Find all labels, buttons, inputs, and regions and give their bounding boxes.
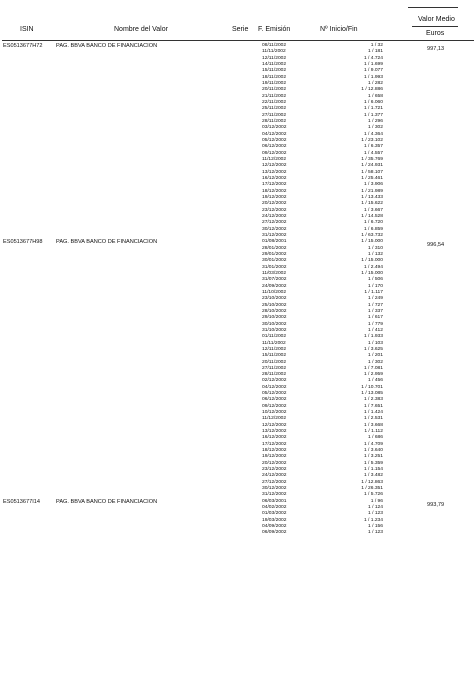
- number-range: 1 / 4.557: [363, 150, 383, 156]
- issue-date: 11/10/2002: [262, 289, 287, 295]
- issue-date: 12/11/2002: [262, 55, 287, 61]
- number-range: 1 / 1.933: [363, 334, 383, 340]
- number-range: 1 / 727: [368, 302, 383, 308]
- issue-date: 10/12/2002: [262, 410, 287, 416]
- number-range: 1 / 686: [368, 435, 383, 441]
- number-range: 1 / 1.721: [363, 106, 383, 112]
- issue-date: 02/12/2002: [262, 378, 287, 384]
- number-range: 1 / 132: [368, 251, 383, 257]
- number-range: 1 / 4.709: [363, 441, 383, 447]
- issue-date: 23/12/2002: [262, 467, 287, 473]
- number-range: 1 / 7.651: [363, 403, 383, 409]
- issue-date: 28/10/2002: [262, 308, 287, 314]
- issue-date: 24/09/2002: [262, 283, 287, 289]
- issue-date: 31/12/2002: [262, 232, 287, 238]
- number-range: 1 / 2.383: [363, 397, 383, 403]
- number-range: 1 / 456: [368, 378, 383, 384]
- header-isin: ISIN: [20, 26, 34, 33]
- issue-date: 09/12/2002: [262, 403, 287, 409]
- issue-date: 20/11/2002: [262, 359, 287, 365]
- number-range: 1 / 24.931: [361, 163, 383, 169]
- number-range: 1 / 13.433: [361, 194, 383, 200]
- number-range: 1 / 12.863: [361, 479, 383, 485]
- issue-date: 20/12/2002: [262, 460, 287, 466]
- number-range: 1 / 35.769: [361, 156, 383, 162]
- security-valor-medio: 996,54: [427, 242, 445, 249]
- issue-date: 27/11/2002: [262, 112, 287, 118]
- number-range: 1 / 15.000: [361, 258, 383, 264]
- issue-date: 24/12/2002: [262, 473, 287, 479]
- issue-date: 12/12/2002: [262, 422, 287, 428]
- number-range: 1 / 58.107: [361, 169, 383, 175]
- issue-date: 24/12/2002: [262, 213, 287, 219]
- issue-date: 30/12/2002: [262, 486, 287, 492]
- issue-date: 19/11/2002: [262, 80, 287, 86]
- issue-date: 31/07/2002: [262, 277, 287, 283]
- issue-date: 06/12/2002: [262, 144, 287, 150]
- issue-date: 19/12/2002: [262, 454, 287, 460]
- issue-date: 28/11/2002: [262, 372, 287, 378]
- issue-date: 29/01/2002: [262, 251, 287, 257]
- number-range: 1 / 1.993: [363, 74, 383, 80]
- issue-date: 18/12/2002: [262, 448, 287, 454]
- number-range: 1 / 3.482: [363, 473, 383, 479]
- number-range: 1 / 1.234: [363, 517, 383, 523]
- number-range: 1 / 1.377: [363, 112, 383, 118]
- number-range: 1 / 3.906: [363, 182, 383, 188]
- number-range: 1 / 96: [370, 498, 383, 504]
- issue-date: 27/12/2002: [262, 220, 287, 226]
- number-range: 1 / 156: [368, 524, 383, 530]
- issue-date: 20/11/2002: [262, 87, 287, 93]
- issue-date: 22/11/2002: [262, 99, 287, 105]
- issue-date: 04/02/2002: [262, 505, 287, 511]
- issue-date: 12/11/2002: [262, 346, 287, 352]
- number-range: 1 / 5.726: [363, 492, 383, 498]
- number-range: 1 / 15.000: [361, 239, 383, 245]
- number-range: 1 / 123: [368, 511, 383, 517]
- number-range: 1 / 103: [368, 340, 383, 346]
- number-range: 1 / 63.732: [361, 232, 383, 238]
- issue-date: 30/12/2002: [262, 226, 287, 232]
- number-range: 1 / 1.154: [363, 467, 383, 473]
- number-range: 1 / 310: [368, 245, 383, 251]
- number-range: 1 / 15.000: [361, 270, 383, 276]
- issue-date: 06/09/2002: [262, 530, 287, 536]
- number-range: 1 / 26.351: [361, 486, 383, 492]
- number-range: 1 / 3.667: [363, 207, 383, 213]
- number-range: 1 / 10.701: [361, 384, 383, 390]
- security-valor-medio: 997,13: [427, 46, 445, 52]
- number-range: 1 / 282: [368, 80, 383, 86]
- issue-date: 20/12/2002: [262, 201, 287, 207]
- number-range: 1 / 32: [370, 43, 383, 48]
- issue-date: 12/12/2002: [262, 163, 287, 169]
- number-range: 1 / 6.859: [363, 226, 383, 232]
- security-isin: ES0513677I14: [3, 498, 41, 505]
- number-range: 1 / 123: [368, 530, 383, 536]
- number-range: 1 / 2.494: [363, 264, 383, 270]
- security-isin: ES0513677H98: [3, 239, 43, 246]
- issue-date: 31/10/2002: [262, 327, 287, 333]
- issue-date: 15/11/2002: [262, 68, 287, 74]
- issue-date: 13/12/2002: [262, 429, 287, 435]
- number-range: 1 / 2.531: [363, 416, 383, 422]
- number-range: 1 / 6.357: [363, 144, 383, 150]
- number-range: 1 / 12.886: [361, 87, 383, 93]
- issue-date: 06/03/2001: [262, 498, 287, 504]
- number-range: 1 / 1.424: [363, 410, 383, 416]
- number-range: 1 / 181: [368, 49, 383, 55]
- header-nombre-del-valor: Nombre del Valor: [114, 26, 168, 33]
- number-range: 1 / 201: [368, 353, 383, 359]
- issue-date: 15/11/2002: [262, 353, 287, 359]
- security-valor-medio: 993,79: [427, 501, 445, 508]
- issue-date: 28/01/2002: [262, 245, 287, 251]
- issue-date: 04/09/2002: [262, 524, 287, 530]
- number-range: 1 / 9.077: [363, 68, 383, 74]
- number-range: 1 / 14.528: [361, 213, 383, 219]
- number-range: 1 / 4.724: [363, 55, 383, 61]
- issue-date: 30/01/2002: [262, 258, 287, 264]
- number-range: 1 / 3.668: [363, 422, 383, 428]
- number-range: 1 / 1.112: [364, 429, 383, 435]
- number-range: 1 / 6.060: [363, 99, 383, 105]
- number-range: 1 / 3.251: [363, 454, 383, 460]
- security-name: PAG. BBVA BANCO DE FINANCIACION: [56, 43, 158, 49]
- number-range: 1 / 6.720: [363, 220, 383, 226]
- issue-date: 04/12/2002: [262, 384, 287, 390]
- number-range: 1 / 779: [368, 321, 383, 327]
- security-name: PAG. BBVA BANCO DE FINANCIACION: [56, 498, 158, 505]
- issue-date: 14/11/2002: [262, 61, 287, 67]
- number-range: 1 / 124: [368, 505, 383, 511]
- issue-date: 01/08/2001: [262, 239, 287, 245]
- issue-date: 09/12/2002: [262, 150, 287, 156]
- issue-date: 16/12/2002: [262, 435, 287, 441]
- issue-date: 23/12/2002: [262, 207, 287, 213]
- number-range: 1 / 296: [368, 118, 383, 124]
- security-isin: ES0513677H72: [3, 43, 43, 49]
- issue-date: 13/12/2002: [262, 169, 287, 175]
- issue-date: 11/12/2002: [262, 156, 287, 162]
- issue-date: 17/12/2002: [262, 182, 287, 188]
- issue-date: 30/10/2002: [262, 321, 287, 327]
- issue-date: 01/11/2002: [262, 334, 287, 340]
- issue-date: 25/10/2002: [262, 302, 287, 308]
- issue-date: 25/11/2002: [262, 106, 287, 112]
- issue-date: 16/12/2002: [262, 175, 287, 181]
- issue-date: 31/12/2002: [262, 492, 287, 498]
- issue-date: 06/12/2002: [262, 397, 287, 403]
- issue-date: 19/03/2002: [262, 517, 287, 523]
- number-range: 1 / 1.117: [364, 289, 383, 295]
- number-range: 1 / 15.622: [361, 201, 383, 207]
- header-euros: Euros: [426, 30, 445, 37]
- issue-date: 18/11/2002: [262, 74, 287, 80]
- number-range: 1 / 170: [368, 283, 383, 289]
- number-range: 1 / 249: [368, 296, 383, 302]
- issue-date: 28/11/2002: [262, 118, 287, 124]
- issue-date: 03/12/2002: [262, 125, 287, 131]
- number-range: 1 / 13.085: [361, 391, 383, 397]
- issue-date: 11/11/2002: [262, 340, 286, 346]
- number-range: 1 / 412: [368, 327, 383, 333]
- number-range: 1 / 25.461: [361, 175, 383, 181]
- security-name: PAG. BBVA BANCO DE FINANCIACION: [56, 239, 158, 246]
- issue-date: 27/11/2002: [262, 365, 287, 371]
- issue-date: 31/01/2002: [262, 264, 287, 270]
- number-range: 1 / 3.625: [363, 346, 383, 352]
- issue-date: 05/12/2002: [262, 137, 287, 143]
- number-range: 1 / 21.989: [361, 188, 383, 194]
- issue-date: 11/12/2002: [262, 416, 287, 422]
- issue-date: 11/03/2002: [262, 270, 287, 276]
- number-range: 1 / 5.359: [363, 460, 383, 466]
- number-range: 1 / 2.959: [363, 372, 383, 378]
- number-range: 1 / 617: [368, 315, 383, 321]
- header-fecha-emision: F. Emisión: [258, 26, 291, 33]
- issue-date: 29/10/2002: [262, 315, 287, 321]
- issue-date: 17/12/2002: [262, 441, 287, 447]
- number-range: 1 / 3.640: [363, 448, 383, 454]
- issue-date: 04/12/2002: [262, 131, 287, 137]
- number-range: 1 / 23.102: [361, 137, 383, 143]
- number-range: 1 / 1.699: [363, 61, 383, 67]
- issue-date: 01/03/2002: [262, 511, 287, 517]
- issue-date: 05/12/2002: [262, 391, 287, 397]
- issue-date: 23/10/2002: [262, 296, 287, 302]
- number-range: 1 / 337: [368, 308, 383, 314]
- number-range: 1 / 506: [368, 277, 383, 283]
- number-range: 1 / 302: [368, 125, 383, 131]
- number-range: 1 / 4.364: [363, 131, 383, 137]
- issue-date: 27/12/2002: [262, 479, 287, 485]
- header-serie: Serie: [232, 26, 249, 33]
- issue-date: 18/12/2002: [262, 188, 287, 194]
- issue-date: 19/12/2002: [262, 194, 287, 200]
- issue-date: 11/11/2002: [262, 49, 286, 55]
- header-valor-medio: Valor Medio: [418, 16, 455, 23]
- number-range: 1 / 7.081: [363, 365, 383, 371]
- number-range: 1 / 658: [368, 93, 383, 99]
- number-range: 1 / 302: [368, 359, 383, 365]
- issue-date: 21/11/2002: [262, 93, 287, 99]
- issue-date: 08/11/2002: [262, 43, 287, 48]
- header-numero-inicio-fin: Nº Inicio/Fin: [320, 26, 358, 33]
